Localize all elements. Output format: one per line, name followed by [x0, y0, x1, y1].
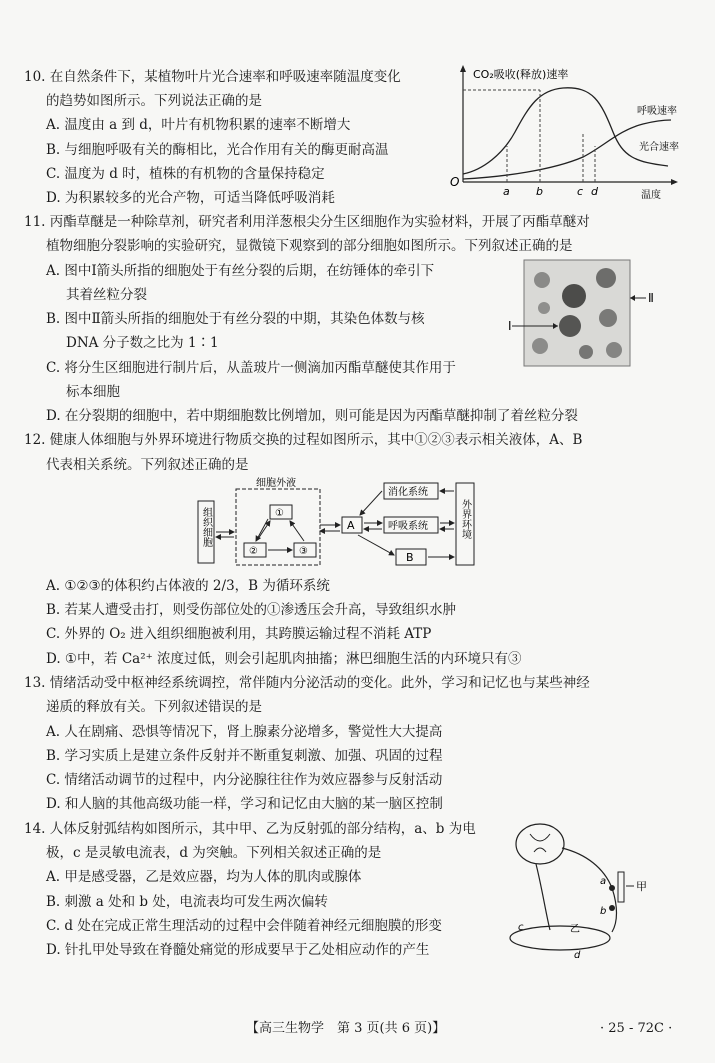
q14-option-c: C. d 处在完成正常生理活动的过程中会伴随着神经元细胞膜的形变 [46, 918, 442, 934]
q11-option-d: D. 在分裂期的细胞中，若中期细胞数比例增加，则可能是因为丙酯草醚抑制了着丝粒分裂 [46, 408, 578, 424]
q12-fluid-1: ① [275, 508, 284, 519]
q13-option-d: D. 和人脑的其他高级功能一样，学习和记忆由大脑的某一脑区控制 [46, 796, 443, 812]
q12-stem-line-2: 代表相关系统。下列叙述正确的是 [46, 457, 249, 473]
q10-respiration-label: 呼吸速率 [637, 106, 677, 117]
q14-label-b: b [600, 906, 607, 917]
q10-y-axis-label: CO₂吸收(释放)速率 [473, 68, 569, 81]
q12-fluid-2: ② [249, 546, 258, 557]
q10-tick-a: a [503, 185, 510, 198]
q13-option-c: C. 情绪活动调节的过程中，内分泌腺往往作为效应器参与反射活动 [46, 772, 443, 788]
q10-photosynthesis-curve [463, 88, 668, 174]
q12-exchange-diagram [190, 477, 480, 569]
q10-tick-d: d [591, 185, 598, 198]
q11-option-b: B. 图中Ⅱ箭头所指的细胞处于有丝分裂的中期，其染色体数与核 [46, 311, 425, 327]
q14-label-a: a [600, 876, 607, 887]
q12-ecf-label: 细胞外液 [256, 478, 296, 489]
q11-option-b-cont: DNA 分子数之比为 1∶1 [66, 335, 219, 351]
q14-label-yi: 乙 [570, 924, 580, 935]
q14-option-a: A. 甲是感受器，乙是效应器，均为人体的肌肉或腺体 [46, 869, 362, 885]
q14-option-b: B. 刺激 a 处和 b 处，电流表均可发生两次偏转 [46, 894, 328, 910]
q12-option-d: D. ①中，若 Ca²⁺ 浓度过低，则会引起肌肉抽搐；淋巴细胞生活的内环境只有③ [46, 651, 522, 667]
q10-photosynthesis-label: 光合速率 [639, 142, 679, 153]
q11-stem-line-1: 11. 丙酯草醚是一种除草剂，研究者利用洋葱根尖分生区细胞作为实验材料，开展了丙酯草醚对 [24, 214, 590, 230]
page-footer: 【高三生物学 第 3 页(共 6 页)】 [246, 1021, 446, 1036]
q14-label-jia: 甲 [636, 880, 647, 893]
q10-option-b: B. 与细胞呼吸有关的酶相比，光合作用有关的酶更耐高温 [46, 142, 389, 158]
q10-stem-line-1: 10. 在自然条件下，某植物叶片光合速率和呼吸速率随温度变化 [24, 69, 401, 85]
q11-label-2: Ⅱ [648, 291, 654, 305]
q10-option-d: D. 为积累较多的光合产物，可适当降低呼吸消耗 [46, 190, 335, 206]
q10-x-axis-label: 温度 [641, 190, 661, 200]
q10-rate-temperature-graph [443, 62, 695, 200]
q14-stem-line-2: 极，c 是灵敏电流表，d 为突触。下列相关叙述正确的是 [46, 845, 382, 861]
q12-fluid-3: ③ [299, 546, 308, 557]
q11-option-a-cont: 其着丝粒分裂 [66, 287, 147, 303]
q11-micrograph [508, 258, 668, 370]
q12-option-b: B. 若某人遭受击打，则受伤部位处的①渗透压会升高，导致组织水肿 [46, 602, 457, 618]
q11-label-1: Ⅰ [508, 319, 512, 333]
q12-stem-line-1: 12. 健康人体细胞与外界环境进行物质交换的过程如图所示，其中①②③表示相关液体，A、B [24, 432, 583, 448]
q10-tick-b: b [536, 185, 543, 198]
q10-tick-c: c [577, 185, 584, 198]
q14-stem-line-1: 14. 人体反射弧结构如图所示，其中甲、乙为反射弧的部分结构，a、b 为电 [24, 821, 476, 837]
q12-respiratory: 呼吸系统 [388, 521, 428, 532]
q10-stem-line-2: 的趋势如图所示。下列说法正确的是 [46, 93, 262, 109]
q14-label-c: c [518, 922, 524, 933]
q12-external-label: 外界环境 [459, 499, 471, 539]
q13-stem-line-2: 递质的释放有关。下列叙述错误的是 [46, 699, 262, 715]
q11-option-c-cont: 标本细胞 [66, 384, 120, 400]
q14-option-d: D. 针扎甲处导致在脊髓处痛觉的形成要早于乙处相应动作的产生 [46, 942, 430, 958]
q13-option-b: B. 学习实质上是建立条件反射并不断重复刺激、加强、巩固的过程 [46, 748, 443, 764]
q13-stem-line-1: 13. 情绪活动受中枢神经系统调控，常伴随内分泌活动的变化。此外，学习和记忆也与某些神经 [24, 675, 590, 691]
q11-stem-line-2: 植物细胞分裂影响的实验研究，显微镜下观察到的部分细胞如图所示。下列叙述正确的是 [46, 238, 573, 254]
q12-option-a: A. ①②③的体积约占体液的 2/3，B 为循环系统 [46, 578, 330, 594]
q14-label-d: d [574, 950, 581, 961]
q11-option-a: A. 图中Ⅰ箭头所指的细胞处于有丝分裂的后期，在纺锤体的牵引下 [46, 263, 435, 279]
q14-reflex-arc-diagram [500, 818, 678, 966]
q10-option-a: A. 温度由 a 到 d，叶片有机物积累的速率不断增大 [46, 117, 351, 133]
q12-option-c: C. 外界的 O₂ 进入组织细胞被利用，其跨膜运输过程不消耗 ATP [46, 626, 432, 642]
q12-cell-label: 组织细胞 [200, 507, 212, 547]
q10-origin-label: O [450, 175, 460, 189]
q10-option-c: C. 温度为 d 时，植株的有机物的含量保持稳定 [46, 166, 325, 182]
q11-option-c: C. 将分生区细胞进行制片后，从盖玻片一侧滴加丙酯草醚使其作用于 [46, 360, 456, 376]
q12-system-b: B [406, 551, 414, 564]
q12-digestive: 消化系统 [388, 487, 428, 498]
q13-option-a: A. 人在剧痛、恐惧等情况下，肾上腺素分泌增多，警觉性大大提高 [46, 724, 443, 740]
q12-system-a: A [347, 519, 355, 532]
page-code: · 25 - 72C · [600, 1021, 673, 1036]
